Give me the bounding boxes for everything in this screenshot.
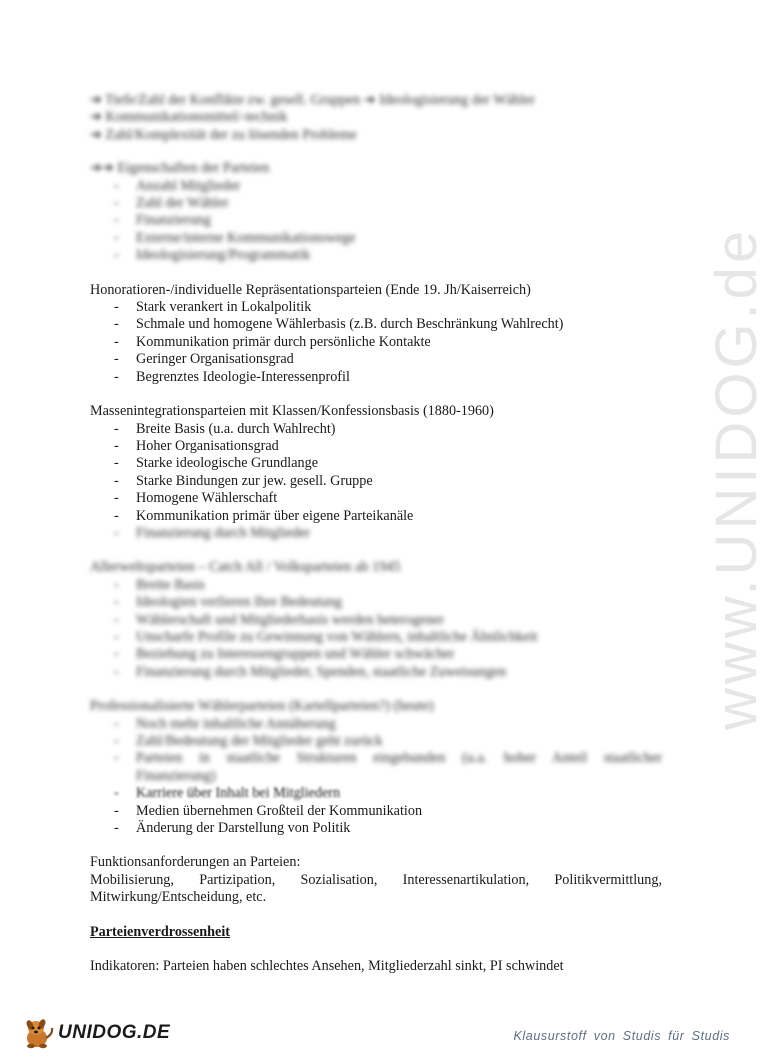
watermark: www.UNIDOG.de bbox=[704, 226, 769, 730]
list-item: - Karriere über Inhalt bei Mitgliedern bbox=[114, 785, 341, 802]
bullet-list bbox=[90, 716, 662, 786]
section-heading: ➔➔ Eigenschaften der Parteien bbox=[90, 160, 270, 177]
list-item: - Starke Bindungen zur jew. gesell. Gruppe bbox=[114, 472, 373, 489]
footer-claim: Klausurstoff von Studis für Studis bbox=[513, 1029, 730, 1043]
list-item: - Beziehung zu Interessengruppen und Wähler schwächer bbox=[114, 646, 455, 663]
footer-logo[interactable] bbox=[22, 1016, 170, 1050]
list-item: - Externe/interne Kommunikationswege bbox=[114, 229, 356, 246]
list-item: - Unscharfe Profile zu Gewinnung von Wählern, inhaltliche Ähnlichkeit bbox=[114, 628, 538, 645]
list-item: - Medien übernehmen Großteil der Kommunikation bbox=[114, 802, 423, 819]
list-item: - Breite Basis (u.a. durch Wahlrecht) bbox=[114, 420, 336, 437]
list-item: - Parteien in staatliche Strukturen eingebunden (u.a. hoher Anteil staatlicher bbox=[114, 750, 662, 767]
blurred-intro bbox=[90, 92, 662, 265]
list-item: - Starke ideologische Grundlange bbox=[114, 455, 319, 472]
list-item: - Anzahl Mitglieder bbox=[114, 177, 241, 194]
section-heading: Funktionsanforderungen an Parteien: bbox=[90, 854, 301, 871]
list-item: - Änderung der Darstellung von Politik bbox=[114, 820, 351, 837]
bullet-list bbox=[90, 421, 662, 543]
section-heading: Allerweltsparteien – Catch All / Volksparteien ab 1945 bbox=[90, 559, 401, 576]
blurred-section bbox=[90, 559, 662, 681]
list-item: - Finanzierung durch Mitglieder bbox=[114, 524, 311, 541]
bullet-list bbox=[90, 299, 662, 386]
list-item: - Begrenztes Ideologie-Interessenprofil bbox=[114, 368, 350, 385]
section-heading: Massenintegrationsparteien mit Klassen/Konfessionsbasis (1880-1960) bbox=[90, 403, 494, 420]
text-line: ➔ Tiefe/Zahl der Konflikte zw. gesell. Gruppen ➔ Ideologisierung der Wähler bbox=[90, 92, 535, 108]
section-heading: Professionalisierte Wählerparteien (Kartellparteien?) (heute) bbox=[90, 698, 434, 715]
text-line: ➔ Kommunikationsmittel/-technik bbox=[90, 109, 288, 126]
list-item: - Zahl/Bedeutung der Mitglieder geht zurück bbox=[114, 733, 383, 749]
list-item: - Zahl der Wähler bbox=[114, 195, 229, 212]
list-item: - Finanzierung bbox=[114, 212, 211, 229]
list-item: - Finanzierung durch Mitglieder, Spenden, staatliche Zuweisungen bbox=[114, 663, 507, 680]
bullet-list bbox=[90, 178, 662, 265]
list-item: - Ideologien verlieren Ihre Bedeutung bbox=[114, 594, 343, 611]
list-item: - Breite Basis bbox=[114, 576, 205, 593]
paragraph-line: Indikatoren: Parteien haben schlechtes Ansehen, Mitgliederzahl sinkt, PI schwindet bbox=[90, 958, 564, 975]
section-heading: Honoratioren-/individuelle Repräsentationsparteien (Ende 19. Jh/Kaiserreich) bbox=[90, 281, 531, 298]
section-heading: Parteienverdrossenheit bbox=[90, 923, 231, 940]
list-item: - Hoher Organisationsgrad bbox=[114, 437, 279, 454]
list-item: - Kommunikation primär durch persönliche Kontakte bbox=[114, 333, 431, 350]
blurred-section bbox=[90, 698, 662, 785]
list-item: - Stark verankert in Lokalpolitik bbox=[114, 299, 312, 316]
list-item: - Schmale und homogene Wählerbasis (z.B. durch Beschränkung Wahlrecht) bbox=[114, 316, 564, 333]
text-line: ➔ Zahl/Komplexität der zu lösenden Probleme bbox=[90, 126, 357, 143]
paragraph-line: Mobilisierung, Partizipation, Sozialisation, Interessenartikulation, Politikvermittlung, bbox=[90, 871, 662, 888]
bullet-list bbox=[90, 577, 662, 681]
bullet-list bbox=[90, 785, 662, 837]
list-item: - Kommunikation primär über eigene Parteikanäle bbox=[114, 507, 414, 524]
list-item: Finanzierung) bbox=[136, 767, 216, 784]
list-item: - Geringer Organisationsgrad bbox=[114, 351, 294, 368]
document-body bbox=[90, 92, 662, 975]
list-item: - Ideologisierung/Programmatik bbox=[114, 247, 311, 264]
list-item: - Homogene Wählerschaft bbox=[114, 490, 278, 507]
list-item: - Noch mehr inhaltliche Annäherung bbox=[114, 715, 336, 732]
dog-mascot-icon bbox=[22, 1016, 56, 1050]
list-item: - Wählerschaft und Mitgliederbasis werden heterogener bbox=[114, 611, 445, 628]
logo-text: UNIDOG.DE bbox=[58, 1022, 171, 1044]
paragraph-line: Mitwirkung/Entscheidung, etc. bbox=[90, 889, 267, 906]
